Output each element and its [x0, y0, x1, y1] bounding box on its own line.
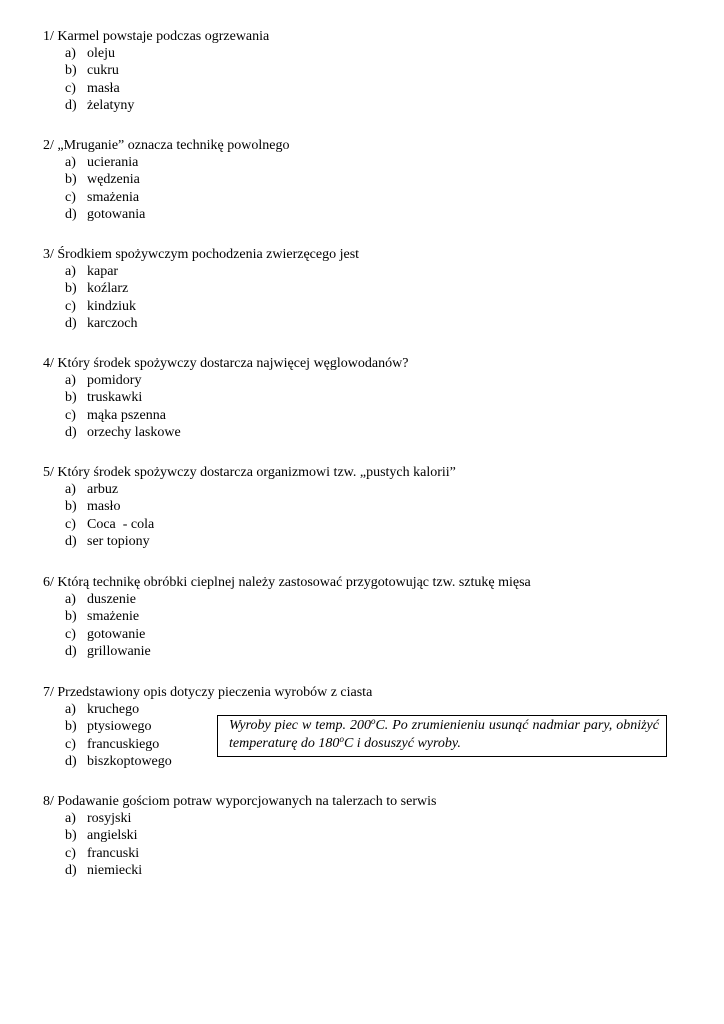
answer-option-c: [43, 626, 683, 643]
option-letter: c): [65, 626, 76, 642]
degree-superscript: o: [370, 716, 376, 726]
answer-option-b: [43, 280, 683, 297]
option-letter: b): [65, 281, 77, 297]
option-text: smażenie: [87, 609, 140, 625]
question-title: 1/ Karmel powstaje podczas ogrzewania: [43, 29, 270, 44]
option-text: oleju: [87, 46, 115, 61]
question-4: [43, 355, 683, 441]
option-text: orzechy laskowe: [87, 424, 181, 440]
option-text: kruchego: [87, 702, 140, 717]
option-letter: c): [65, 407, 76, 423]
option-letter: d): [65, 533, 77, 549]
option-text: ucierania: [87, 155, 139, 170]
answer-option-a: [43, 481, 683, 498]
option-text: kindziuk: [87, 298, 136, 314]
question-6: [43, 574, 683, 660]
answer-option-d: [43, 424, 683, 441]
question-title: 5/ Który środek spożywczy dostarcza organizmowi tzw. „pustych kalorii”: [43, 465, 456, 480]
question-title: 6/ Którą technikę obróbki cieplnej należy zastosować przygotowując tzw. sztukę mięsa: [43, 575, 531, 590]
option-text: biszkoptowego: [87, 753, 172, 769]
answer-option-b: [43, 62, 683, 79]
answer-option-a: [43, 45, 683, 62]
option-text: gotowanie: [87, 626, 146, 642]
option-letter: a): [65, 373, 76, 388]
question-1: [43, 28, 683, 114]
baking-description-box: [217, 715, 667, 757]
option-text: masła: [87, 80, 120, 96]
answer-option-b: [43, 608, 683, 625]
option-text: masło: [87, 499, 121, 515]
question-title: 8/ Podawanie gościom potraw wyporcjowanych na talerzach to serwis: [43, 794, 437, 809]
option-letter: c): [65, 845, 76, 861]
answer-option-c: [43, 80, 683, 97]
answer-option-c: [43, 845, 683, 862]
answer-option-d: [43, 533, 683, 550]
question-title: 4/ Który środek spożywczy dostarcza najwięcej węglowodanów?: [43, 356, 409, 371]
answer-option-c: [43, 516, 683, 533]
option-text: pomidory: [87, 373, 142, 388]
option-letter: d): [65, 424, 77, 440]
answer-option-b: [43, 498, 683, 515]
option-text: ser topiony: [87, 533, 150, 549]
option-letter: b): [65, 390, 77, 406]
option-text: karczoch: [87, 315, 138, 331]
question-2: [43, 137, 683, 223]
option-letter: a): [65, 811, 76, 826]
option-letter: a): [65, 46, 76, 61]
option-letter: a): [65, 702, 76, 717]
option-letter: c): [65, 189, 76, 205]
option-text: wędzenia: [87, 172, 140, 188]
option-text: Coca - cola: [87, 516, 155, 532]
option-letter: d): [65, 206, 77, 222]
option-letter: b): [65, 828, 77, 844]
option-text: niemiecki: [87, 862, 143, 878]
option-letter: c): [65, 298, 76, 314]
option-letter: d): [65, 643, 77, 659]
answer-option-d: [43, 862, 683, 879]
option-text: mąka pszenna: [87, 407, 166, 423]
option-letter: a): [65, 155, 76, 170]
option-text: angielski: [87, 828, 138, 844]
question-3: [43, 246, 683, 332]
option-letter: d): [65, 862, 77, 878]
option-text: truskawki: [87, 390, 143, 406]
answer-option-a: [43, 591, 683, 608]
option-text: francuskiego: [87, 736, 160, 752]
option-text: cukru: [87, 63, 119, 79]
note-text-part: Wyroby piec w temp. 200: [229, 718, 371, 733]
question-8: [43, 793, 683, 879]
answer-option-d: [43, 97, 683, 114]
option-text: francuski: [87, 845, 140, 861]
question-5: [43, 464, 683, 550]
answer-option-d: [43, 643, 683, 660]
option-letter: c): [65, 516, 76, 532]
answer-option-a: [43, 263, 683, 280]
option-letter: b): [65, 719, 77, 735]
option-letter: b): [65, 172, 77, 188]
option-letter: c): [65, 736, 76, 752]
answer-option-b: [43, 171, 683, 188]
answer-option-b: [43, 389, 683, 406]
option-letter: d): [65, 97, 77, 113]
question-title: 2/ „Mruganie” oznacza technikę powolnego: [43, 138, 290, 153]
option-letter: a): [65, 482, 76, 497]
question-title: 3/ Środkiem spożywczym pochodzenia zwierzęcego jest: [43, 247, 360, 262]
answer-option-c: [43, 407, 683, 424]
option-letter: b): [65, 63, 77, 79]
option-letter: b): [65, 499, 77, 515]
option-text: kapar: [87, 264, 119, 279]
option-letter: b): [65, 609, 77, 625]
answer-option-b: [43, 827, 683, 844]
option-text: arbuz: [87, 482, 119, 497]
option-letter: c): [65, 80, 76, 96]
answer-option-d: [43, 206, 683, 223]
option-text: smażenia: [87, 189, 140, 205]
answer-option-a: [43, 372, 683, 389]
degree-superscript: o: [339, 734, 344, 744]
option-text: koźlarz: [87, 281, 129, 297]
option-text: ptysiowego: [87, 719, 152, 735]
answer-option-c: [43, 189, 683, 206]
option-letter: d): [65, 315, 77, 331]
option-text: rosyjski: [87, 811, 132, 826]
option-text: gotowania: [87, 206, 146, 222]
note-text-part: C. Po zrumienieniu usunąć nadmiar pary, obniżyć temperaturę do 180: [229, 718, 659, 751]
answer-option-d: [43, 315, 683, 332]
answer-option-c: [43, 298, 683, 315]
option-letter: d): [65, 753, 77, 769]
option-text: grillowanie: [87, 643, 151, 659]
option-letter: a): [65, 592, 76, 607]
note-text-part: C i dosuszyć wyroby.: [343, 736, 461, 751]
option-text: żelatyny: [87, 97, 135, 113]
question-title: 7/ Przedstawiony opis dotyczy pieczenia wyrobów z ciasta: [43, 685, 373, 700]
option-letter: a): [65, 264, 76, 279]
answer-option-a: [43, 154, 683, 171]
option-text: duszenie: [87, 592, 136, 607]
answer-option-a: [43, 810, 683, 827]
